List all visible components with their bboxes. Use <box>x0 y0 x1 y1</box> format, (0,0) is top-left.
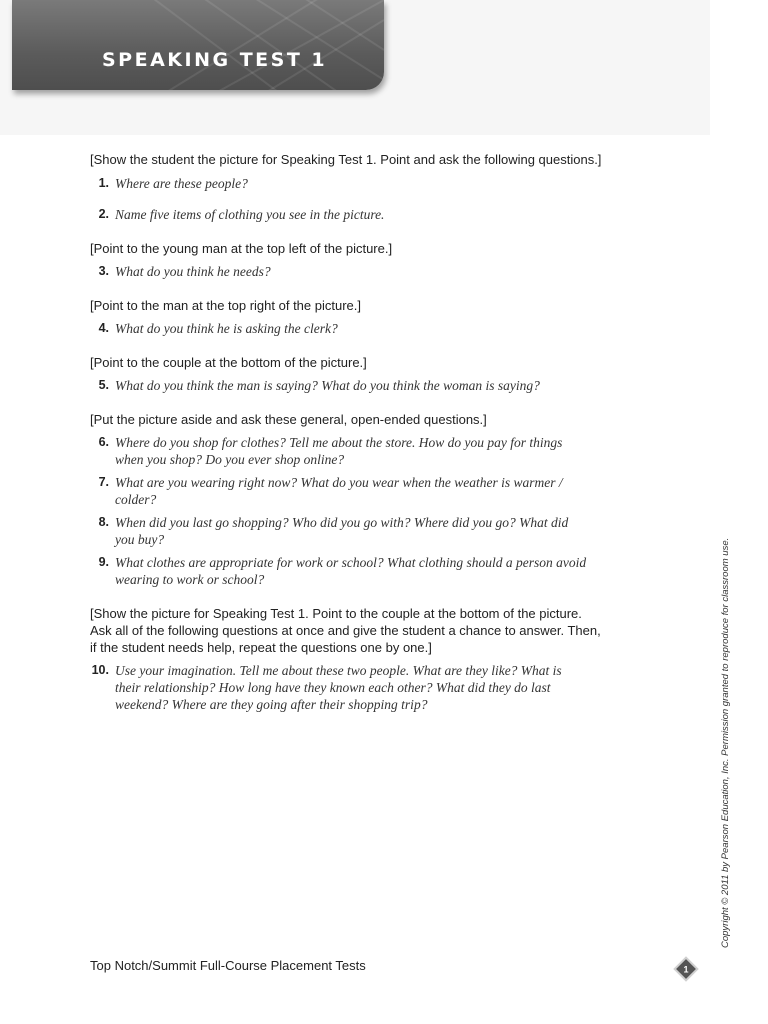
question-number: 1. <box>98 176 109 190</box>
instruction-line: [Show the picture for Speaking Test 1. Point to the couple at the bottom of the picture. <box>90 606 582 621</box>
question-number: 4. <box>98 321 109 335</box>
question-2 <box>90 206 620 223</box>
question-text-line: when you shop? Do you ever shop online? <box>115 452 345 467</box>
instruction-5: [Put the picture aside and ask these general, open-ended questions.] <box>90 412 487 427</box>
instruction-4: [Point to the couple at the bottom of the picture.] <box>90 355 367 370</box>
question-text-line: When did you last go shopping? Who did you go with? Where did you go? What did <box>115 515 569 530</box>
question-text: Name five items of clothing you see in the picture. <box>115 207 385 222</box>
question-10 <box>90 662 620 713</box>
question-text-line: colder? <box>115 492 157 507</box>
question-number: 7. <box>98 475 109 489</box>
question-text: What do you think he needs? <box>115 264 271 279</box>
instruction-line: if the student needs help, repeat the questions one by one.] <box>90 640 432 655</box>
instruction-line: Ask all of the following questions at once and give the student a chance to answer. Then, <box>90 623 601 638</box>
question-9 <box>90 554 620 588</box>
question-text-line: their relationship? How long have they known each other? What did they do last <box>115 680 551 695</box>
copyright-notice: Copyright © 2011 by Pearson Education, Inc. Permission granted to reproduce for classroom use. <box>720 537 731 948</box>
question-3 <box>90 263 620 280</box>
question-text-line: Where do you shop for clothes? Tell me about the store. How do you pay for things <box>115 435 563 450</box>
header-grid-pattern <box>12 0 384 90</box>
question-number: 8. <box>98 515 109 529</box>
instruction-2: [Point to the young man at the top left of the picture.] <box>90 241 393 256</box>
question-4 <box>90 320 620 337</box>
footer-title: Top Notch/Summit Full-Course Placement Tests <box>90 958 366 973</box>
test-content <box>90 151 620 713</box>
question-text: What do you think he is asking the clerk? <box>115 321 338 336</box>
question-number: 5. <box>98 378 109 392</box>
page-number: 1 <box>683 964 689 975</box>
question-text: Where are these people? <box>115 176 248 191</box>
question-number: 10. <box>91 663 109 677</box>
question-text: What do you think the man is saying? What do you think the woman is saying? <box>115 378 540 393</box>
page-number-badge <box>672 955 700 983</box>
question-text-line: What are you wearing right now? What do you wear when the weather is warmer / <box>115 475 563 490</box>
instruction-3: [Point to the man at the top right of the picture.] <box>90 298 361 313</box>
question-number: 2. <box>98 207 109 221</box>
question-number: 9. <box>98 555 109 569</box>
header-band <box>12 0 384 90</box>
question-number: 6. <box>98 435 109 449</box>
instruction-1: [Show the student the picture for Speaking Test 1. Point and ask the following questions.] <box>90 152 602 167</box>
question-text-line: weekend? Where are they going after their shopping trip? <box>115 697 428 712</box>
question-6 <box>90 434 620 468</box>
instruction-6 <box>90 605 620 656</box>
question-1 <box>90 175 620 192</box>
question-text-line: What clothes are appropriate for work or school? What clothing should a person avoid <box>115 555 587 570</box>
page-title: SPEAKING TEST 1 <box>102 49 328 71</box>
question-text-line: Use your imagination. Tell me about these two people. What are they like? What is <box>115 663 562 678</box>
question-text-line: you buy? <box>115 532 165 547</box>
question-7 <box>90 474 620 508</box>
question-8 <box>90 514 620 548</box>
question-text-line: wearing to work or school? <box>115 572 265 587</box>
question-5 <box>90 377 620 394</box>
question-number: 3. <box>98 264 109 278</box>
